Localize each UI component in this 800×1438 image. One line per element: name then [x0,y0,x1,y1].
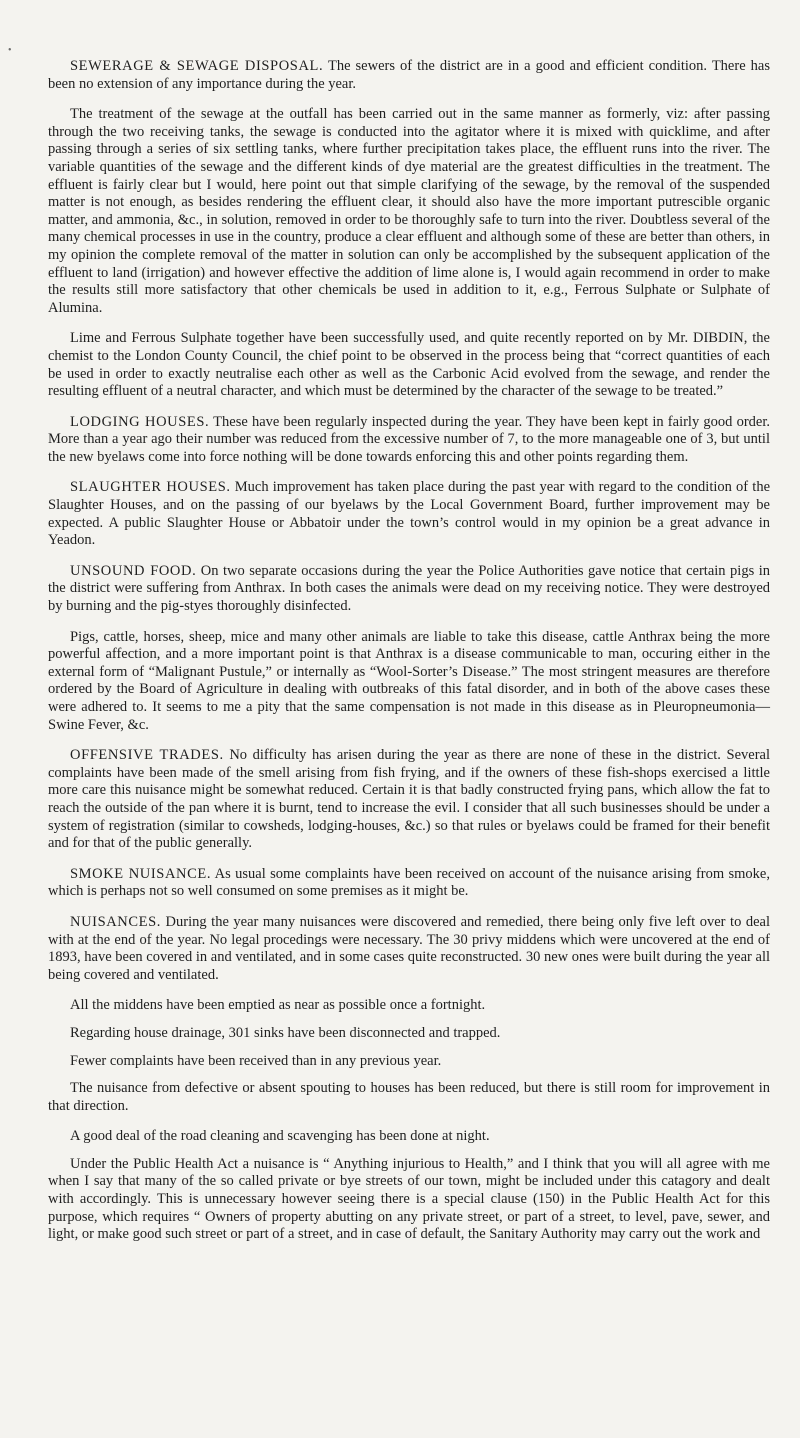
paragraph-anthrax [48,629,770,735]
heading-nuisances: NUISANCES. [70,913,161,930]
paragraph-nuisances [48,914,770,984]
paragraph-text: No difficulty has arisen during the year as there are none of these in the district. Several complaints have been made of the smell arising from fish frying, and if the owners of these fish-shops exercised a little more care this nuisance might be somewhat reduced. Certain it is that badly constructed frying pans, which allow the fat to reach the outside of the pan where it is burnt, tend to increase the evil. I consider that all such businesses should be under a system of registration (similar to cowsheds, lodging-houses, &c.) so that rules or byelaws could be framed for their benefit and for that of the public generally. [48,747,771,852]
paragraph-text: On two separate occasions during the year the Police Authorities gave notice that certain pigs in the district were suffering from Anthrax. In both cases the animals were dead on my receiving notice. They were destroyed by burning and the pig-styes thoroughly disinfected. [48,562,770,615]
paragraph-offensive-trades [48,747,770,853]
heading-smoke-nuisance: SMOKE NUISANCE. [70,865,212,882]
paragraph-text: These have been regularly inspected during the year. They have been kept in fairly good order. More than a year ago their number was reduced from the excessive number of 7, to the more manageable one of 3, but until the new byelaws come into force nothing will be done towards enforcing this and other points regarding them. [48,413,770,465]
paragraph-text: Much improvement has taken place during the past year with regard to the condition of the Slaughter Houses, and on the passing of our byelaws by the Local Government Board, further improvement may be expected. A public Slaughter House or Abbatoir under the town’s control would in my opinion be a great advance in Yeadon. [48,479,771,549]
document-page [48,58,770,1257]
line-road-cleaning: A good deal of the road cleaning and scavenging has been done at night. [70,1128,490,1145]
paragraph-text: Lime and Ferrous Sulphate together have been successfully used, and quite recently reported on by Mr. DIBDIN, the chemist to the London County Council, the chief point to be observed in the process being that “correct quantities of each be used in order to exactly neutralise each other as well as the Carbonic Acid evolved from the sewage, and render the resulting effluent of a neutral character, and which must be determined by the character of the sewage to be treated.” [48,330,770,400]
paragraph-text: The treatment of the sewage at the outfall has been carried out in the same manner as formerly, viz: after passing through the two receiving tanks, the sewage is conducted into the agitator where it is mixed with quicklime, and after passing through a series of six settling tanks, where further precipitation takes place, the effluent runs into the river. The variable quantities of the sewage and the different kinds of dye material are the greatest difficulties in the treatment. The effluent is fairly clear but I would, here point out that simple clarifying of the sewage, by the removal of the suspended matter is not enough, as besides rendering the effluent clear, it should also have the more important putrescible organic matter, and ammonia, &c., in solution, removed in order to be thoroughly safe to turn into the river. Doubtless several of the many chemical processes in use in the country, produce a clear effluent and although some of these are better than others, in my opinion the complete removal of the matter in solution can only be accomplished by the subsequent application of the effluent to land (irrigation) and however effective the addition of lime alone is, I would again recommend in order to make the results still more satisfactory that other chemicals be used in addition to it, e.g., Ferrous Sulphate or Sulphate of Alumina. [48,106,770,316]
paragraph-treatment [48,106,770,317]
heading-unsound-food: UNSOUND FOOD. [70,562,197,579]
paragraph-lodging-houses [48,414,770,467]
heading-lodging-houses: LODGING HOUSES. [70,413,210,430]
paragraph-smoke-nuisance [48,866,770,901]
paragraph-spouting: The nuisance from defective or absent spouting to houses has been reduced, but there is still room for improvement in that direction. [48,1080,770,1114]
corner-mark: • [8,45,12,56]
paragraph-text: During the year many nuisances were discovered and remedied, there being only five left over to deal with at the end of the year. No legal procedings were necessary. The 30 privy middens which were uncovered at the end of 1893, have been covered in and ventilated, and in some cases quite reconstructed. 30 new ones were built during the year all being covered and ventilated. [48,913,771,983]
paragraph-public-health-act: Under the Public Health Act a nuisance is “ Anything injurious to Health,” and I think that you will all agree with me when I say that many of the so called private or bye streets of our town, might be included under this catagory and dealt with accordingly. This is unnecessary however seeing there is a special clause (150) in the Public Health Act for this purpose, which requires “ Owners of property abutting on any private street, or part of a street, to level, pave, sewer, and light, or make good such street or part of a street, and in case of default, the Sanitary Authority may carry out the work and [48,1155,770,1243]
line-middens: All the middens have been emptied as near as possible once a fortnight. [70,997,486,1014]
paragraph-unsound-food [48,563,770,616]
line-complaints: Fewer complaints have been received than in any previous year. [70,1052,442,1069]
heading-sewerage: SEWERAGE & SEWAGE DISPOSAL. [70,58,324,74]
paragraph-lime-ferrous [48,330,770,400]
paragraph-text: Pigs, cattle, horses, sheep, mice and many other animals are liable to take this disease, cattle Anthrax being the more powerful affection, and a more important point is that Anthrax is a disease communicable to man, occuring either in the external form of “Malignant Pustule,” or internally as “Wool-Sorter’s Disease.” The most stringent measures are therefore ordered by the Board of Agriculture in dealing with outbreaks of this fatal disorder, and in both of the above cases these were adhered to. It seems to me a pity that the same compensation is not made in this disease as in Pleuropneumonia—Swine Fever, &c. [48,628,770,733]
heading-slaughter-houses: SLAUGHTER HOUSES. [70,479,231,496]
paragraph-text: The sewers of the district are in a good and efficient condition. There has been no extension of any importance during the year. [48,58,770,92]
paragraph-slaughter-houses [48,479,770,549]
line-drainage: Regarding house drainage, 301 sinks have been disconnected and trapped. [70,1024,501,1041]
paragraph-text: As usual some complaints have been received on account of the nuisance arising from smoke, which is perhaps not so well consumed on some premises as it might be. [48,865,770,900]
heading-offensive-trades: OFFENSIVE TRADES. [70,747,224,764]
paragraph-sewerage [48,58,770,93]
